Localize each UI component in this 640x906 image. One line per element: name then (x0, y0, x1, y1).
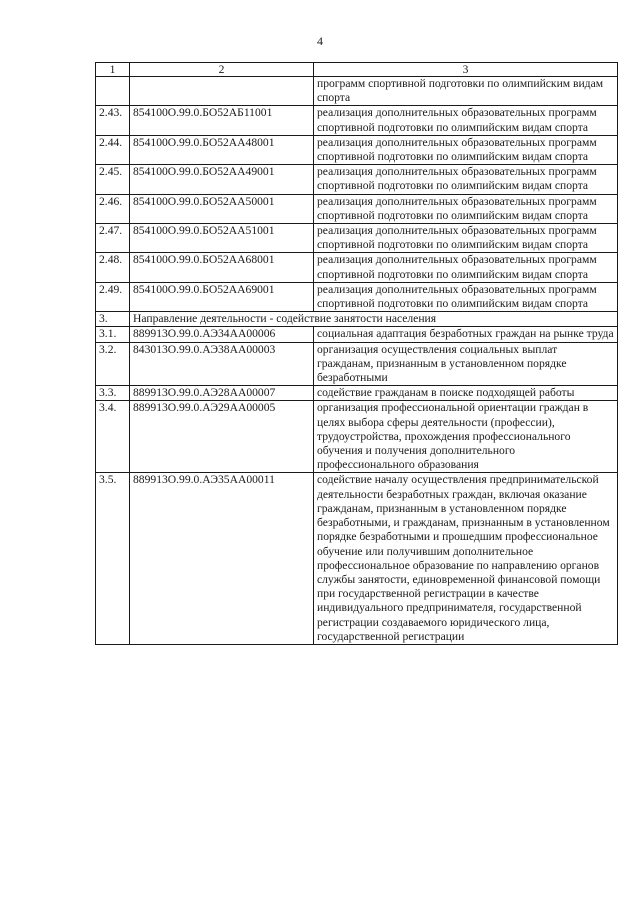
row-number: 2.47. (96, 224, 130, 253)
row-code: 889913О.99.0.АЭ29АА00005 (130, 401, 314, 473)
row-number: 3.4. (96, 401, 130, 473)
row-description: реализация дополнительных образовательных программ спортивной подготовки по олимпийским видам спорта (314, 165, 618, 194)
table-row (96, 342, 618, 386)
table-row (96, 386, 618, 401)
table-row-continuation (96, 77, 618, 106)
row-number: 2.49. (96, 282, 130, 311)
row-code: 889913О.99.0.АЭ35АА00011 (130, 473, 314, 644)
table-row (96, 473, 618, 644)
row-number: 2.43. (96, 106, 130, 135)
continuation-text: программ спортивной подготовки по олимпийским видам спорта (314, 77, 618, 106)
row-number: 3.2. (96, 342, 130, 386)
row-description: реализация дополнительных образовательных программ спортивной подготовки по олимпийским видам спорта (314, 106, 618, 135)
row-number: 2.45. (96, 165, 130, 194)
row-code: 854100О.99.0.БО52АА69001 (130, 282, 314, 311)
section-number: 3. (96, 312, 130, 327)
table-row (96, 194, 618, 223)
row-number: 3.3. (96, 386, 130, 401)
table-header-row (96, 63, 618, 77)
row-number: 3.1. (96, 327, 130, 342)
header-col-2: 2 (130, 63, 314, 77)
row-code: 889913О.99.0.АЭ28АА00007 (130, 386, 314, 401)
table-row (96, 165, 618, 194)
row-description: социальная адаптация безработных граждан на рынке труда (314, 327, 618, 342)
row-code: 843013О.99.0.АЭ38АА00003 (130, 342, 314, 386)
row-number: 3.5. (96, 473, 130, 644)
table-row (96, 327, 618, 342)
table-row (96, 135, 618, 164)
row-number: 2.46. (96, 194, 130, 223)
row-code: 854100О.99.0.БО52АА49001 (130, 165, 314, 194)
table-row (96, 401, 618, 473)
row-description: организация осуществления социальных выплат гражданам, признанным в установленном порядке безработными (314, 342, 618, 386)
row-number: 2.44. (96, 135, 130, 164)
row-description: реализация дополнительных образовательных программ спортивной подготовки по олимпийским видам спорта (314, 282, 618, 311)
row-description: реализация дополнительных образовательных программ спортивной подготовки по олимпийским видам спорта (314, 224, 618, 253)
row-code: 889913О.99.0.АЭ34АА00006 (130, 327, 314, 342)
row-code: 854100О.99.0.БО52АА51001 (130, 224, 314, 253)
header-col-1: 1 (96, 63, 130, 77)
page-number: 4 (317, 34, 323, 48)
row-code: 854100О.99.0.БО52АА48001 (130, 135, 314, 164)
row-description: реализация дополнительных образовательных программ спортивной подготовки по олимпийским видам спорта (314, 253, 618, 282)
row-code: 854100О.99.0.БО52АА50001 (130, 194, 314, 223)
header-col-3: 3 (314, 63, 618, 77)
section-title: Направление деятельности - содействие занятости населения (130, 312, 618, 327)
services-table (95, 62, 618, 645)
row-description: содействие началу осуществления предпринимательской деятельности безработных граждан, включая оказание гражданам, признанным в установленном порядке безработными, и гражданам, признанным в установленном порядке безработными и прошедшим профессиональное обучение или получившим дополнительное профессиональное образование по направлению органов службы занятости, единовременной финансовой помощи при государственной регистрации в качестве индивидуального предпринимателя, государственной регистрации создаваемого юридического лица, государственной регистрации (314, 473, 618, 644)
row-number: 2.48. (96, 253, 130, 282)
row-description: организация профессиональной ориентации граждан в целях выбора сферы деятельности (профессии), трудоустройства, прохождения профессионального обучения и получения дополнительного профессионального образования (314, 401, 618, 473)
row-description: реализация дополнительных образовательных программ спортивной подготовки по олимпийским видам спорта (314, 135, 618, 164)
row-code: 854100О.99.0.БО52АА68001 (130, 253, 314, 282)
row-description: содействие гражданам в поиске подходящей работы (314, 386, 618, 401)
section-row (96, 312, 618, 327)
table-row (96, 224, 618, 253)
table-row (96, 106, 618, 135)
row-code: 854100О.99.0.БО52АБ11001 (130, 106, 314, 135)
table-row (96, 282, 618, 311)
table-row (96, 253, 618, 282)
row-description: реализация дополнительных образовательных программ спортивной подготовки по олимпийским видам спорта (314, 194, 618, 223)
